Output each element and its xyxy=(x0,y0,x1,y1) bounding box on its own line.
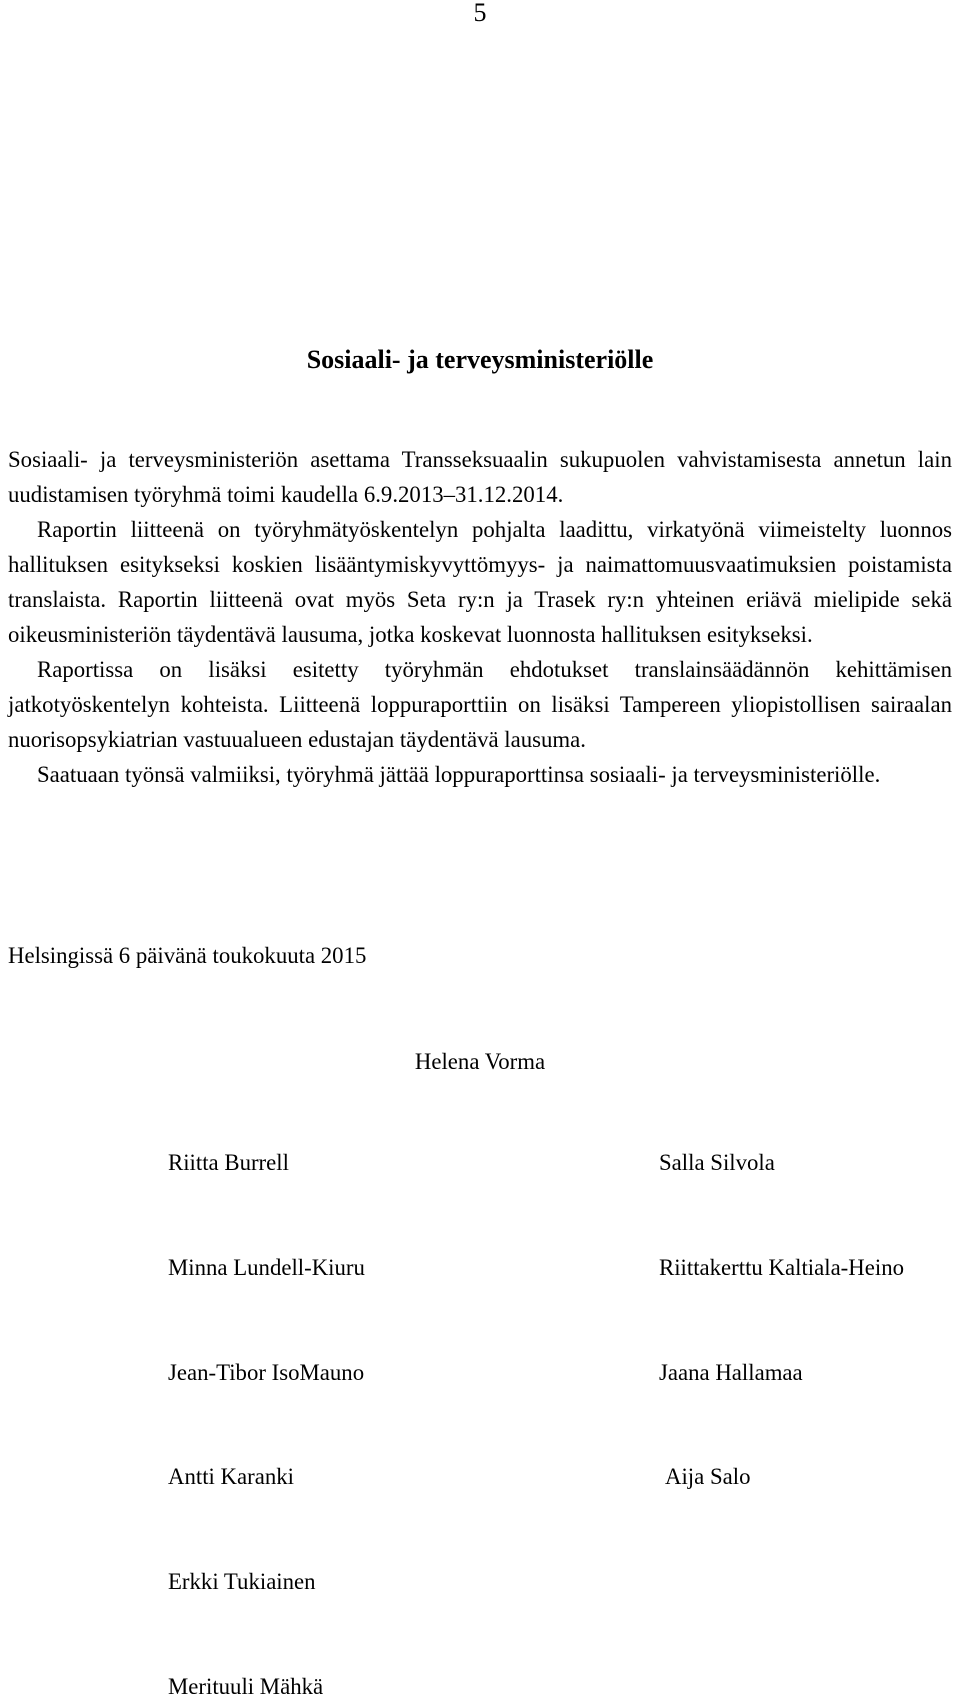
page-number: 5 xyxy=(473,0,487,27)
member-name: Salla Silvola xyxy=(659,1150,775,1175)
place-date: Helsingissä 6 päivänä toukokuuta 2015 xyxy=(8,943,367,968)
chair-name: Helena Vorma xyxy=(414,1049,546,1074)
document-heading: Sosiaali- ja terveysministeriölle xyxy=(306,345,654,374)
member-name: Riittakerttu Kaltiala-Heino xyxy=(659,1255,904,1280)
member-name: Jaana Hallamaa xyxy=(659,1360,803,1385)
member-name: Jean-Tibor IsoMauno xyxy=(168,1360,365,1385)
member-name: Riitta Burrell xyxy=(168,1150,289,1175)
paragraph-intro: Sosiaali- ja terveysministeriön asettama Transseksuaalin sukupuolen vahvistamisesta annetun lain uudistamisen työryhmä toimi kaudella 6.9.2013–31.12.2014. xyxy=(8,447,952,507)
member-name: Merituuli Mähkä xyxy=(168,1674,324,1699)
member-name: Erkki Tukiainen xyxy=(168,1569,316,1594)
member-name: Minna Lundell-Kiuru xyxy=(168,1255,365,1280)
member-name: Antti Karanki xyxy=(168,1464,294,1489)
paragraph-attachments: Raportin liitteenä on työryhmätyöskentelyn pohjalta laadittu, virkatyönä viimeistelty luonnos hallituksen esitykseksi koskien lisääntymiskyvyttömyys- ja naimattomuusvaatimuksien poistamista translaista. Raportin liitteenä ovat myös Seta ry:n ja Trasek ry:n yhteinen eriävä mielipide sekä oikeusministeriön täydentävä lausuma, jotka koskevat luonnosta hallituksen esitykseksi. xyxy=(8,517,952,647)
paragraph-submission: Saatuaan työnsä valmiiksi, työryhmä jättää loppuraporttinsa sosiaali- ja terveysministeriölle. xyxy=(37,762,881,787)
member-name: Aija Salo xyxy=(665,1464,751,1489)
body-text xyxy=(8,442,952,792)
paragraph-proposals: Raportissa on lisäksi esitetty työryhmän ehdotukset translainsäädännön kehittämisen jatkotyöskentelyn kohteista. Liitteenä loppuraporttiin on lisäksi Tampereen yliopistollisen sairaalan nuorisopsykiatrian vastuualueen edustajan täydentävä lausuma. xyxy=(8,657,952,752)
